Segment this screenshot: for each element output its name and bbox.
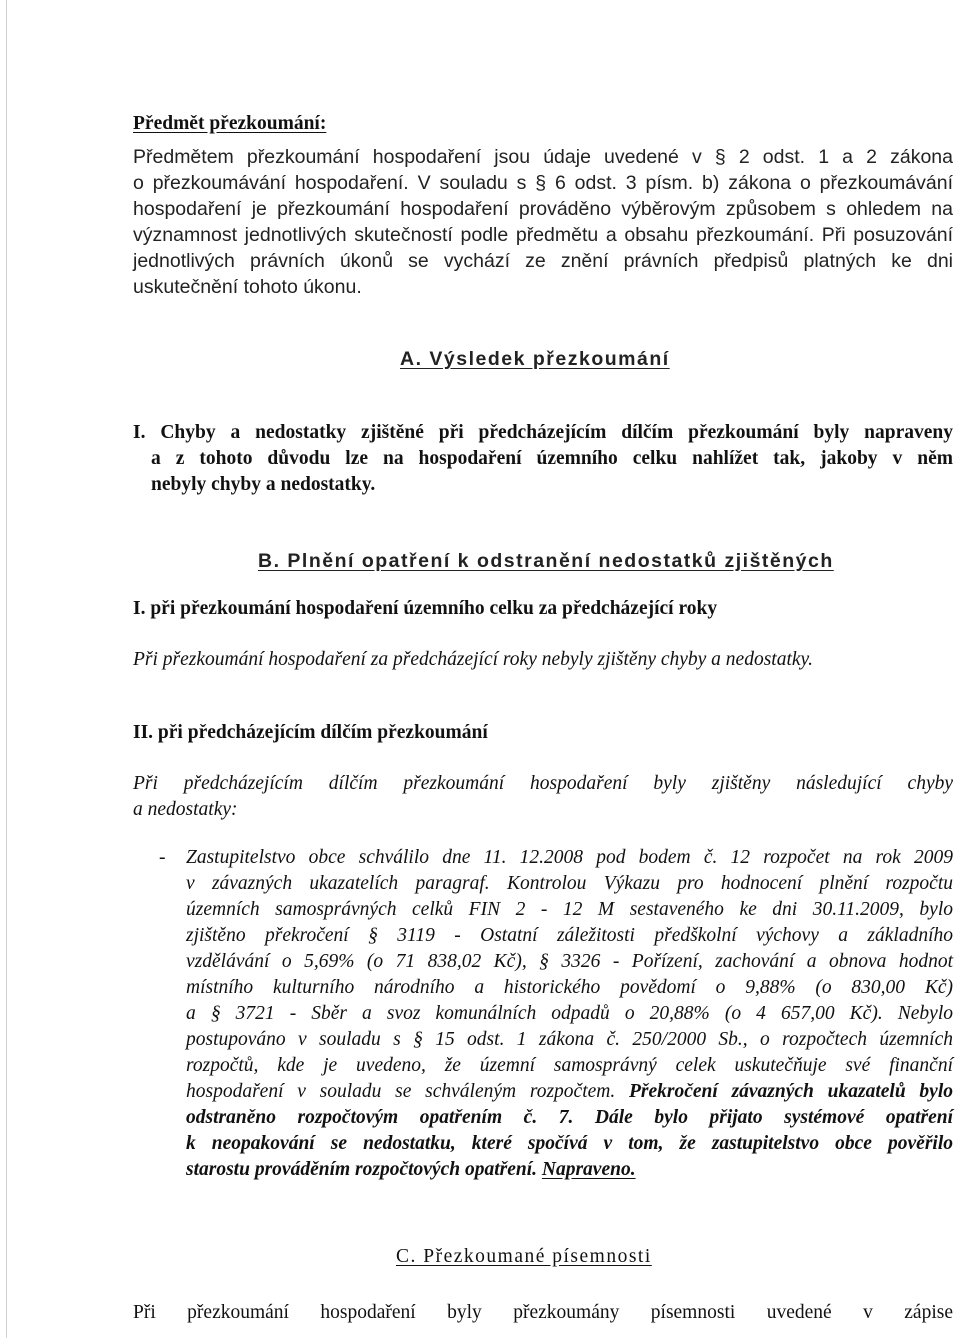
intro-line: o přezkoumávání hospodaření. V souladu s § 6 odst. 3 písm. b) zákona o přezkoumávání	[133, 172, 953, 194]
section-b-sub1-text: Při přezkoumání hospodaření za předcházející roky nebyly zjištěny chyby a nedostatky.	[133, 649, 813, 670]
bullet-line-bold: k neopakování se nedostatku, které spočívá v tom, že zastupitelstvo obce pověřilo	[186, 1133, 953, 1154]
bullet-line: vzdělávání o 5,69% (o 71 838,02 Kč), § 3326 - Pořízení, zachování a obnova hodnot	[186, 951, 953, 972]
section-a-item	[133, 420, 953, 498]
bullet-line: rozpočtů, kde je uvedeno, že územní samosprávný celek uskutečňuje své finanční	[186, 1055, 953, 1076]
section-b-title: B. Plnění opatření k odstranění nedostatků zjištěných	[258, 550, 834, 572]
section-c-title: C. Přezkoumané písemnosti	[396, 1246, 652, 1267]
bullet-line: a § 3721 - Sběr a svoz komunálních odpadů o 20,88% (o 4 657,00 Kč). Nebylo	[186, 1003, 953, 1024]
section-a-line: nebyly chyby a nedostatky.	[151, 474, 376, 495]
section-a-line: a z tohoto důvodu lze na hospodaření územního celku nahlížet tak, jakoby v něm	[151, 448, 953, 469]
section-c-line: Při přezkoumání hospodaření byly přezkoumány písemnosti uvedené v zápise	[133, 1302, 953, 1323]
bullet-line-mixed	[186, 1079, 953, 1105]
intro-line: Předmětem přezkoumání hospodaření jsou údaje uvedené v § 2 odst. 1 a 2 zákona	[133, 146, 953, 168]
sub2-intro-line: a nedostatky:	[133, 799, 238, 820]
bullet-last-bold: starostu prováděním rozpočtových opatření.	[186, 1159, 538, 1180]
bullet-line: místního kulturního národního a historického povědomí o 9,88% (o 830,00 Kč)	[186, 977, 953, 998]
intro-line: jednotlivých právních úkonů se vychází ze znění právních předpisů platných ke dni	[133, 250, 953, 272]
bullet-line: Zastupitelstvo obce schválilo dne 11. 12.2008 pod bodem č. 12 rozpočet na rok 2009	[186, 847, 953, 868]
bullet-line-last	[186, 1157, 953, 1183]
intro-line: významnost jednotlivých skutečností podle předmětu a obsahu přezkoumání. Při posuzování	[133, 224, 953, 246]
intro-line: uskutečnění tohoto úkonu.	[133, 276, 362, 298]
heading-predmet: Předmět přezkoumání:	[133, 113, 327, 134]
intro-paragraph	[133, 144, 953, 300]
bullet-paragraph	[186, 845, 953, 1183]
bullet-dash: -	[159, 847, 166, 868]
bullet-line: územních samosprávných celků FIN 2 - 12 M sestaveného ke dni 30.11.2009, bylo	[186, 899, 953, 920]
section-b-sub2-title: II. při předcházejícím dílčím přezkoumání	[133, 722, 488, 743]
intro-line: hospodaření je přezkoumání hospodaření prováděno výběrovým způsobem s ohledem na	[133, 198, 953, 220]
sub2-intro-line: Při předcházejícím dílčím přezkoumání hospodaření byly zjištěny následující chyby	[133, 773, 953, 794]
section-a-title: A. Výsledek přezkoumání	[400, 348, 670, 370]
section-b-sub1-title: I. při přezkoumání hospodaření územního celku za předcházející roky	[133, 598, 718, 619]
bullet-mixed-italic: hospodaření v souladu se schváleným rozpočtem.	[186, 1081, 616, 1102]
bullet-mixed-bold: Překročení závazných ukazatelů bylo	[629, 1081, 953, 1102]
bullet-line: postupováno v souladu s § 15 odst. 1 zákona č. 250/2000 Sb., o rozpočtech územních	[186, 1029, 953, 1050]
section-a-line: I. Chyby a nedostatky zjištěné při předcházejícím dílčím přezkoumání byly napraveny	[133, 422, 953, 443]
bullet-line: v závazných ukazatelích paragraf. Kontrolou Výkazu pro hodnocení plnění rozpočtu	[186, 873, 953, 894]
bullet-line-bold: odstraněno rozpočtovým opatřením č. 7. Dále bylo přijato systémové opatření	[186, 1107, 953, 1128]
cut-off-text-fragment	[133, 1322, 633, 1338]
bullet-line: zjištěno překročení § 3119 - Ostatní záležitosti předškolní výchovy a základního	[186, 925, 953, 946]
section-b-sub2-intro	[133, 771, 953, 823]
scan-margin-line	[6, 0, 7, 1338]
napraveno-label: Napraveno.	[541, 1159, 636, 1180]
